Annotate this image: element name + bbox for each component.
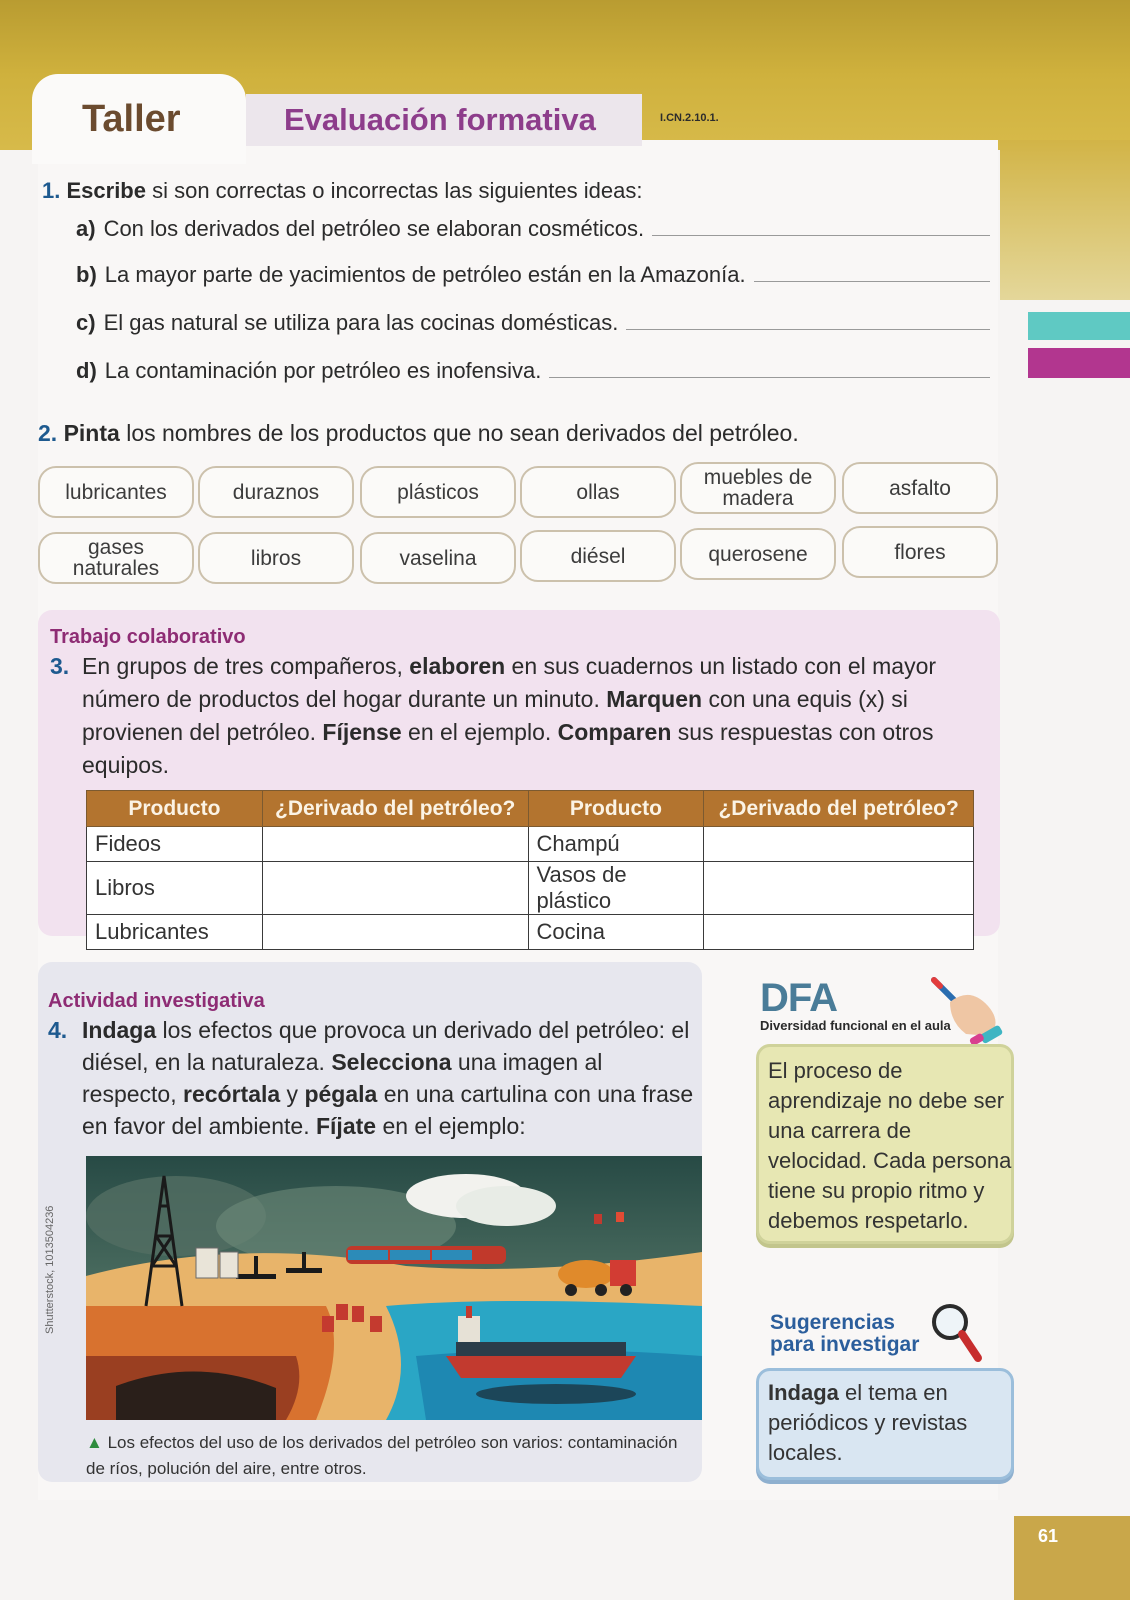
answer-cell[interactable]: [704, 915, 974, 950]
answer-line[interactable]: [549, 377, 990, 378]
table-cell: Libros: [87, 862, 263, 915]
answer-cell[interactable]: [704, 862, 974, 915]
column-header: ¿Derivado del petróleo?: [262, 791, 528, 827]
edge-tab-magenta: [1028, 348, 1130, 378]
instruction-text: si son correctas o incorrectas las siguientes ideas:: [145, 178, 643, 203]
suggestions-title: Sugerencias para investigar: [770, 1311, 920, 1356]
table-cell: Vasos de plástico: [528, 862, 704, 915]
right-gold-margin: [1000, 140, 1130, 300]
question-number: 2.: [38, 420, 58, 446]
item-text: Con los derivados del petróleo se elaboran cosméticos.: [103, 216, 645, 241]
product-chip[interactable]: libros: [198, 532, 354, 584]
question-1: [42, 178, 642, 204]
answer-line[interactable]: [754, 281, 990, 282]
product-chip[interactable]: ollas: [520, 466, 676, 518]
answer-cell[interactable]: [704, 827, 974, 862]
instruction-text: los nombres de los productos que no sean derivados del petróleo.: [119, 420, 799, 446]
question-number: 3.: [50, 653, 70, 679]
table-header-row: [87, 791, 974, 827]
magnifier-icon: [928, 1300, 984, 1364]
product-chip[interactable]: gases naturales: [38, 532, 194, 584]
answer-line[interactable]: [626, 329, 990, 330]
question-4-text: Indaga los efectos que provoca un derivado del petróleo: el diésel, en la naturaleza. Selecciona una imagen al respecto, recórtala y pégala en una cartulina con una frase en favor del ambiente. Fíjate en el ejemplo:: [82, 1017, 694, 1139]
question-4: [48, 1014, 698, 1142]
collaborative-title: Trabajo colaborativo: [50, 626, 246, 648]
investigative-title: Actividad investigativa: [48, 990, 265, 1012]
table-row: [87, 915, 974, 950]
page-number-tab: [1014, 1516, 1130, 1600]
section-title: Taller: [82, 98, 181, 140]
product-chip[interactable]: flores: [842, 526, 998, 578]
page-number: 61: [1038, 1526, 1059, 1546]
dfa-subtitle: Diversidad funcional en el aula: [760, 1018, 951, 1033]
image-caption: ▲ Los efectos del uso de los derivados del petróleo son varios: contaminación de ríos, polución del aire, entre otros.: [86, 1433, 678, 1478]
question-2: [38, 420, 799, 447]
answer-cell[interactable]: [262, 915, 528, 950]
table-cell: Lubricantes: [87, 915, 263, 950]
edge-tab-teal: [1028, 312, 1130, 340]
instruction-verb: Pinta: [63, 420, 120, 446]
q1-item-c: [76, 310, 990, 336]
product-chip[interactable]: querosene: [680, 528, 836, 580]
oil-pollution-illustration: [86, 1156, 702, 1420]
q1-item-d: [76, 358, 990, 384]
question-number: 4.: [48, 1017, 68, 1043]
product-chip[interactable]: plásticos: [360, 466, 516, 518]
column-header: ¿Derivado del petróleo?: [704, 791, 974, 827]
question-3: [50, 650, 990, 782]
product-chip[interactable]: duraznos: [198, 466, 354, 518]
image-credit: Shutterstock, 1013504236: [44, 1205, 56, 1334]
table-cell: Cocina: [528, 915, 704, 950]
evaluation-title: Evaluación formativa: [284, 102, 596, 137]
item-letter: b): [76, 262, 97, 287]
item-text: El gas natural se utiliza para las cocinas domésticas.: [103, 310, 619, 335]
table-cell: Champú: [528, 827, 704, 862]
product-chip[interactable]: lubricantes: [38, 466, 194, 518]
item-letter: a): [76, 216, 96, 241]
question-number: 1.: [42, 178, 61, 203]
table-row: [87, 827, 974, 862]
product-chip[interactable]: diésel: [520, 530, 676, 582]
q1-item-b: [76, 262, 990, 288]
column-header: Producto: [528, 791, 704, 827]
writing-hand-icon: [930, 976, 1010, 1046]
answer-cell[interactable]: [262, 862, 528, 915]
answer-cell[interactable]: [262, 827, 528, 862]
triangle-icon: ▲: [86, 1433, 103, 1452]
item-text: La contaminación por petróleo es inofensiva.: [104, 358, 542, 383]
table-cell: Fideos: [87, 827, 263, 862]
question-3-text: En grupos de tres compañeros, elaboren en sus cuadernos un listado con el mayor número de productos del hogar durante un minuto. Marquen con una equis (x) si provienen del petróleo. Fíjense en el ejemplo. Comparen sus respuestas con otros equipos.: [82, 653, 937, 778]
products-table: [86, 790, 974, 950]
item-text: La mayor parte de yacimientos de petróleo están en la Amazonía.: [104, 262, 746, 287]
item-letter: c): [76, 310, 96, 335]
product-chip[interactable]: vaselina: [360, 532, 516, 584]
column-header: Producto: [87, 791, 263, 827]
dfa-title: DFA: [760, 976, 837, 1020]
q1-item-a: [76, 216, 990, 242]
product-chip[interactable]: muebles de madera: [680, 462, 836, 514]
dfa-text: El proceso de aprendizaje no debe ser una carrera de velocidad. Cada persona tiene su propio ritmo y debemos respetarlo.: [768, 1058, 1012, 1233]
product-chip[interactable]: asfalto: [842, 462, 998, 514]
item-letter: d): [76, 358, 97, 383]
table-row: [87, 862, 974, 915]
answer-line[interactable]: [652, 235, 990, 236]
instruction-verb: Escribe: [66, 178, 146, 203]
curriculum-code: I.CN.2.10.1.: [660, 112, 719, 124]
suggestions-text: Indaga el tema en periódicos y revistas locales.: [768, 1380, 968, 1465]
